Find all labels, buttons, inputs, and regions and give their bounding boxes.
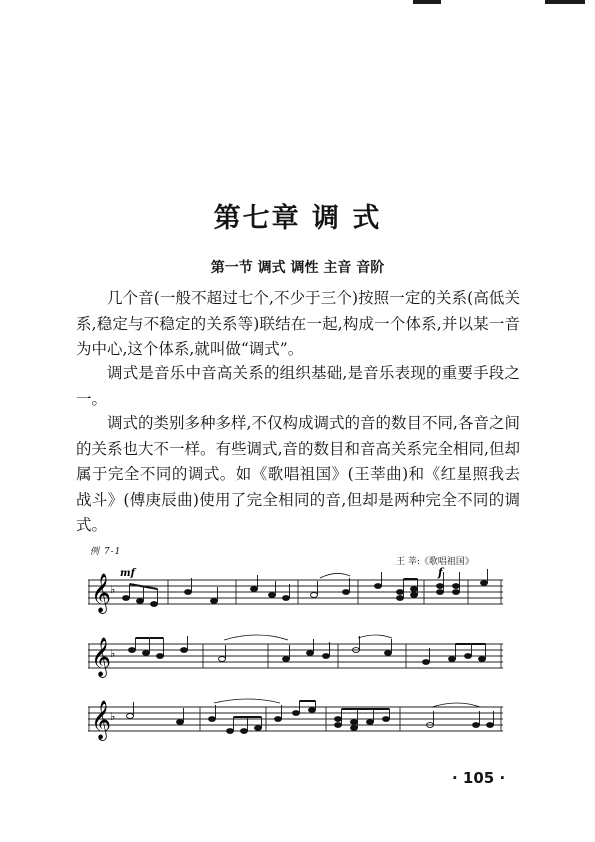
paragraph-3: 调式的类别多种多样,不仅构成调式的音的数目不同,各音之间的关系也大不一样。有些调式,音的数目和音高关系完全相同,但却属于完全不同的调式。如《歌唱祖国》(王莘曲)和《红星照我去战斗》(傅庚辰曲)使用了完全相同的音,但却是两种完全不同的调式。 bbox=[76, 414, 520, 534]
music-staff-3 bbox=[88, 693, 503, 743]
page-number: · 105 · bbox=[452, 769, 506, 787]
paragraph-2: 调式是音乐中音高关系的组织基础,是音乐表现的重要手段之一。 bbox=[76, 364, 520, 408]
music-staff-1 bbox=[88, 566, 503, 616]
tempo-mark: mf bbox=[120, 568, 135, 579]
paragraph-1: 几个音(一般不超过七个,不少于三个)按照一定的关系(高低关系,稳定与不稳定的关系等)联结在一起,构成一个体系,并以某一音为中心,这个体系,就叫做“调式”。 bbox=[76, 289, 520, 358]
scan-edge-mark-left bbox=[413, 0, 441, 4]
music-staff-2 bbox=[88, 630, 503, 680]
treble-clef-icon: 𝄞 bbox=[91, 637, 112, 677]
section-title: 第一节 调式 调性 主音 音阶 bbox=[210, 260, 385, 276]
treble-clef-icon: 𝄞 bbox=[91, 700, 112, 740]
example-source: 王 莘:《歌唱祖国》 bbox=[396, 557, 474, 567]
scan-edge-mark-right bbox=[545, 0, 585, 4]
dynamic-mark: f bbox=[438, 566, 443, 579]
key-flat-icon: ♭ bbox=[110, 710, 116, 723]
treble-clef-icon: 𝄞 bbox=[91, 573, 112, 613]
key-flat-icon: ♭ bbox=[110, 647, 116, 660]
chapter-title: 第七章 调 式 bbox=[213, 203, 382, 234]
key-flat-icon: ♭ bbox=[110, 583, 116, 596]
example-label: 例 7-1 bbox=[90, 547, 122, 557]
